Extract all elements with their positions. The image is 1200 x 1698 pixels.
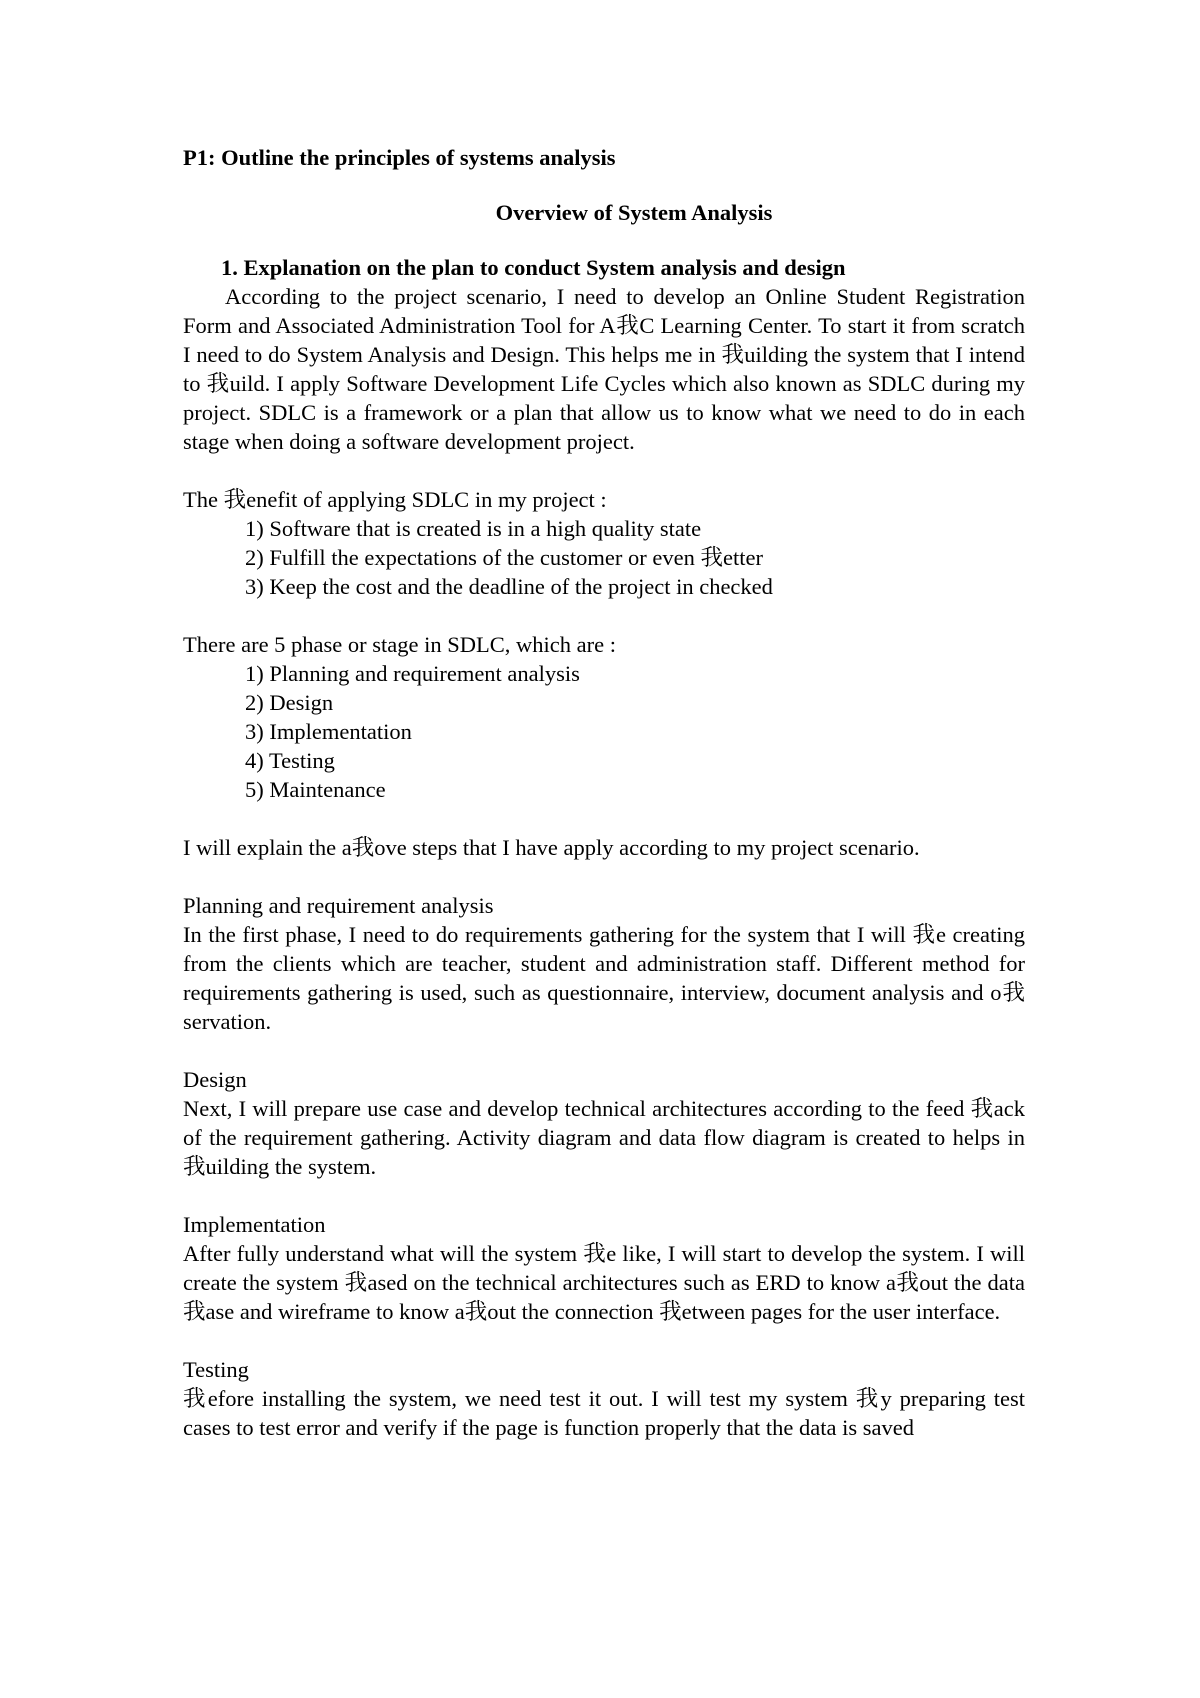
design-text: Next, I will prepare use case and develop technical architectures according to the feed 我ack of the requirement gathering. Activity diagram and data flow diagram is created to helps in 我uilding the system. [183, 1096, 1025, 1179]
benefits-block [183, 485, 1025, 601]
list-item: 1) Software that is created is in a high quality state [245, 516, 702, 541]
section-heading: 1. Explanation on the plan to conduct System analysis and design [221, 255, 846, 280]
implementation-heading: Implementation [183, 1212, 326, 1237]
phases-block [183, 630, 1025, 804]
list-item: 2) Fulfill the expectations of the customer or even 我etter [245, 545, 763, 570]
explain-line: I will explain the a我ove steps that I have apply according to my project scenario. [183, 835, 920, 860]
phases-list [183, 659, 1025, 804]
intro-paragraph: According to the project scenario, I need to develop an Online Student Registration Form and Associated Administration Tool for A我C Learning Center. To start it from scratch I need to do System Analysis and Design. This helps me in 我uilding the system that I intend to 我uild. I apply Software Development Life Cycles which also known as SDLC during my project. SDLC is a framework or a plan that allow us to know what we need to do in each stage when doing a software development project. [183, 284, 1025, 454]
list-item: 2) Design [245, 690, 334, 715]
list-item: 3) Keep the cost and the deadline of the project in checked [245, 574, 773, 599]
implementation-section [183, 1210, 1025, 1326]
planning-text: In the first phase, I need to do requirements gathering for the system that I will 我e creating from the clients which are teacher, student and administration staff. Different method for requirements gathering is used, such as questionnaire, interview, document analysis and o我servation. [183, 922, 1025, 1034]
phases-intro: There are 5 phase or stage in SDLC, which are : [183, 632, 616, 657]
testing-text: 我efore installing the system, we need test it out. I will test my system 我y preparing test cases to test error and verify if the page is function properly that the data is saved [183, 1386, 1025, 1440]
testing-section [183, 1355, 1025, 1442]
design-section [183, 1065, 1025, 1181]
benefits-intro: The 我enefit of applying SDLC in my project : [183, 487, 607, 512]
overview-heading: Overview of System Analysis [495, 200, 773, 225]
list-item: 4) Testing [245, 748, 335, 773]
list-item: 1) Planning and requirement analysis [245, 661, 580, 686]
design-heading: Design [183, 1067, 247, 1092]
implementation-text: After fully understand what will the system 我e like, I will start to develop the system. I will create the system 我ased on the technical architectures such as ERD to know a我out the data我ase and wireframe to know a我out the connection 我etween pages for the user interface. [183, 1241, 1025, 1324]
planning-heading: Planning and requirement analysis [183, 893, 494, 918]
document-body [183, 143, 1025, 1442]
explain-block [183, 833, 1025, 862]
list-item: 5) Maintenance [245, 777, 386, 802]
document-title: P1: Outline the principles of systems analysis [183, 145, 616, 170]
testing-heading: Testing [183, 1357, 249, 1382]
list-item: 3) Implementation [245, 719, 412, 744]
benefits-list [183, 514, 1025, 601]
planning-section [183, 891, 1025, 1036]
